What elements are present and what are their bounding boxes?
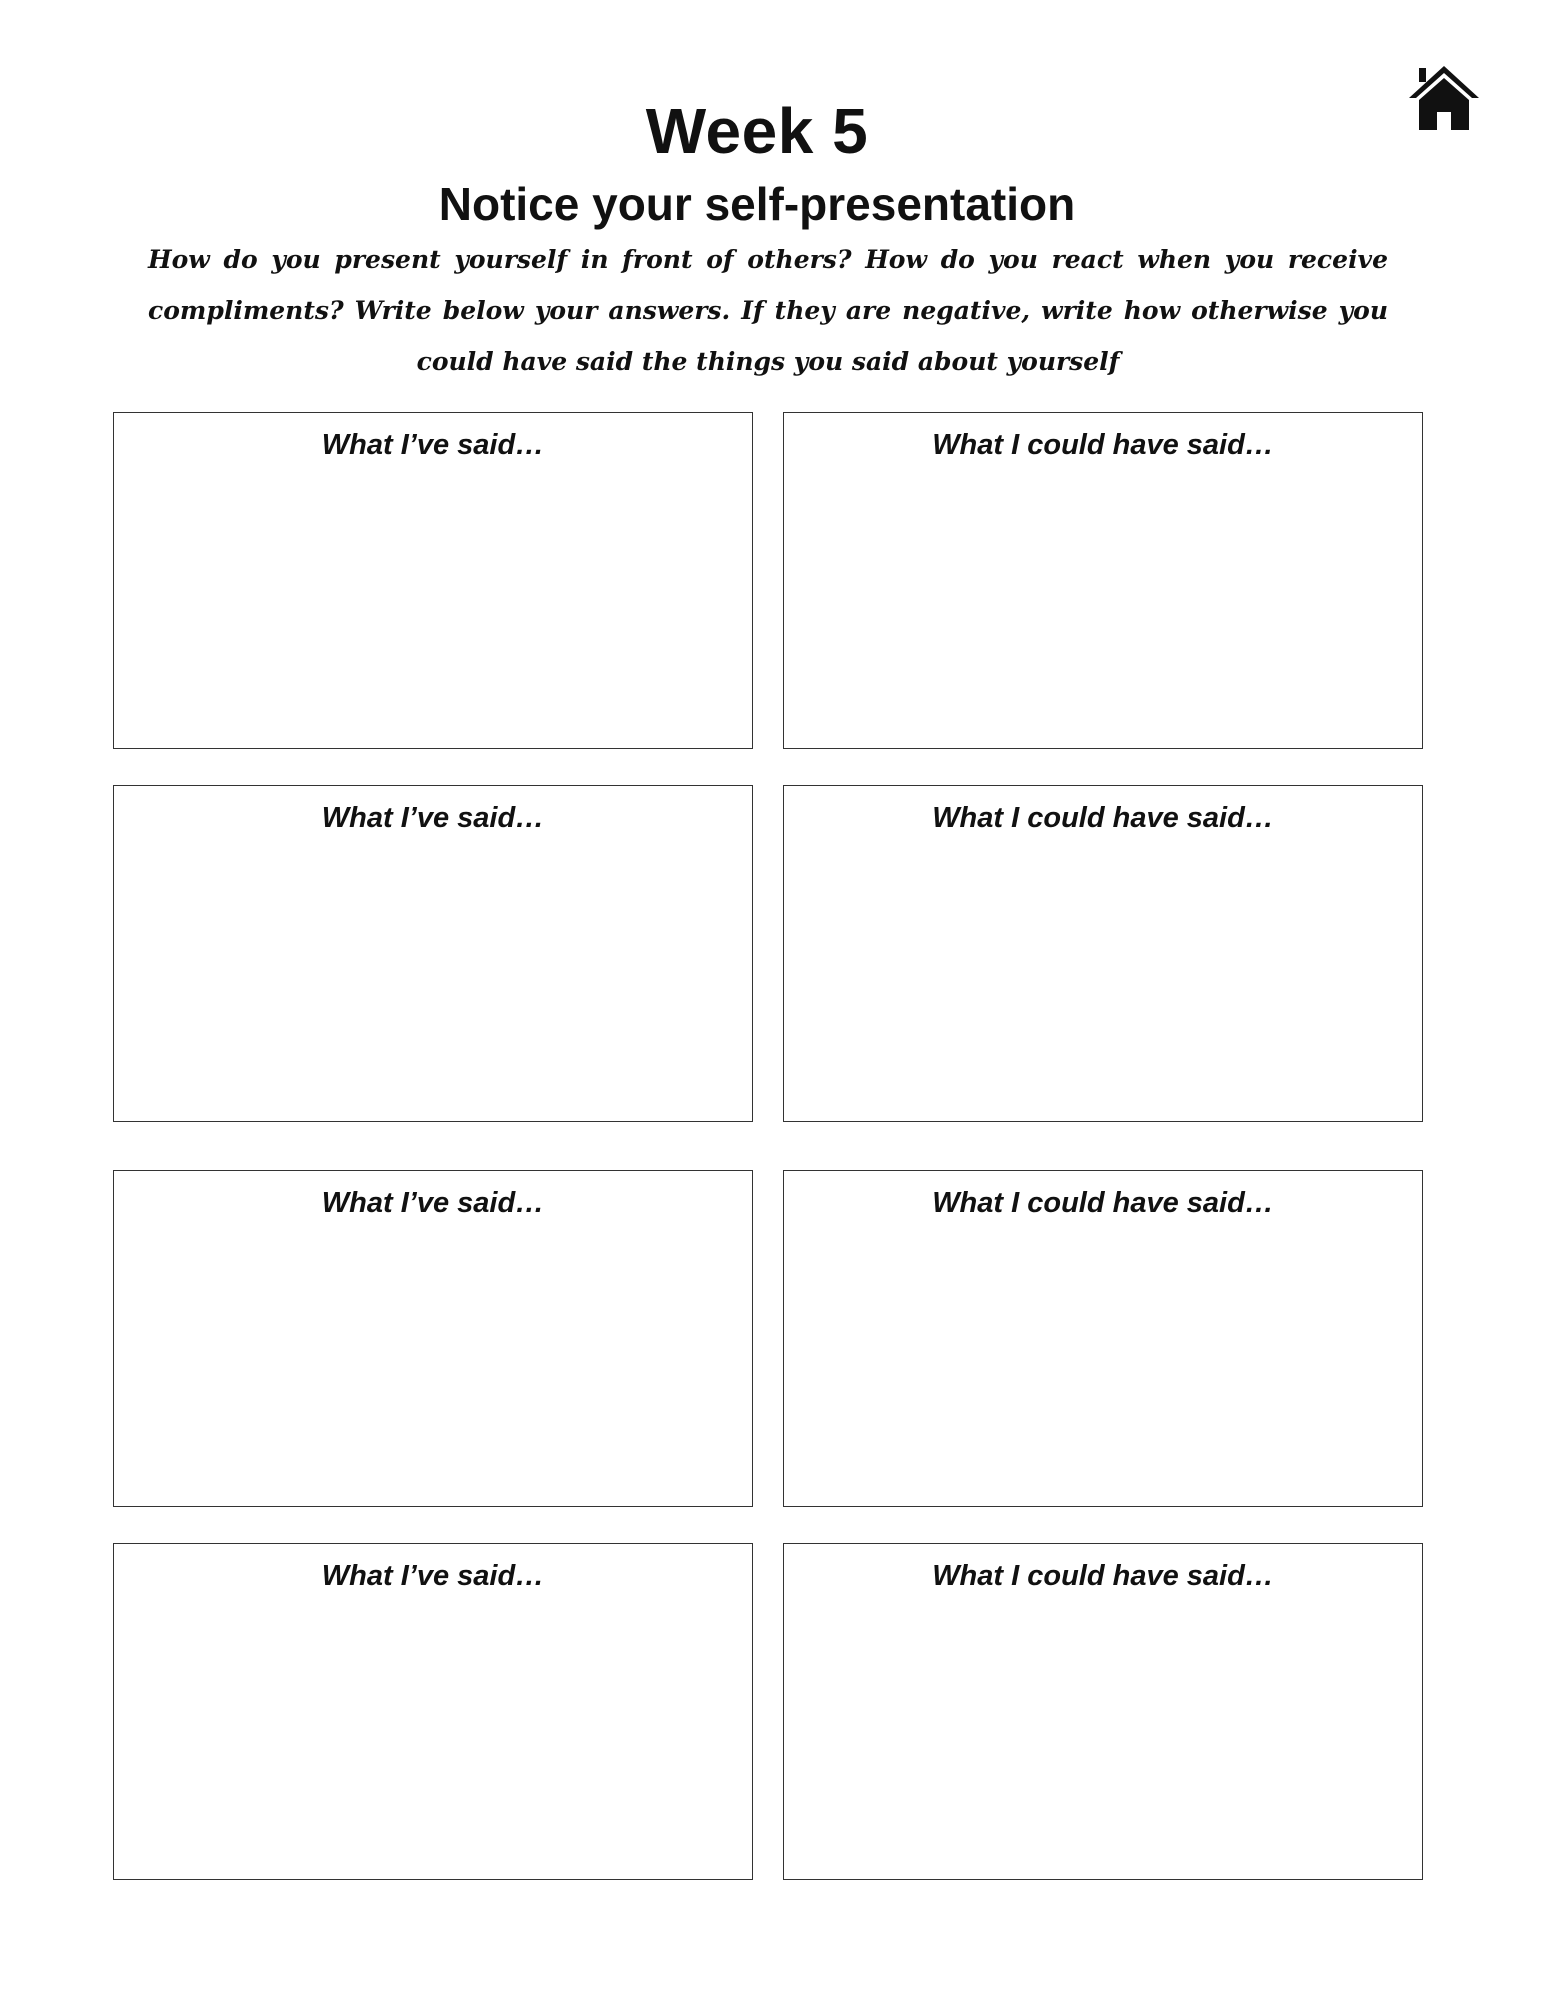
writing-area[interactable] <box>124 846 742 1111</box>
writing-area[interactable] <box>794 1604 1412 1869</box>
what-ive-said-label: What I’ve said… <box>321 1560 545 1592</box>
what-ive-said-label: What I’ve said… <box>321 429 545 461</box>
what-i-could-have-said-label: What I could have said… <box>932 1187 1274 1219</box>
what-ive-said-box[interactable] <box>113 412 753 749</box>
what-ive-said-box[interactable] <box>113 1543 753 1880</box>
writing-area[interactable] <box>794 473 1412 738</box>
writing-area[interactable] <box>124 1231 742 1496</box>
page-title: Week 5 <box>645 95 869 167</box>
what-ive-said-label: What I’ve said… <box>321 802 545 834</box>
what-i-could-have-said-label: What I could have said… <box>932 802 1274 834</box>
writing-area[interactable] <box>794 1231 1412 1496</box>
what-ive-said-box[interactable] <box>113 1170 753 1507</box>
what-i-could-have-said-box[interactable] <box>783 785 1423 1122</box>
writing-area[interactable] <box>124 473 742 738</box>
what-i-could-have-said-label: What I could have said… <box>932 1560 1274 1592</box>
what-ive-said-box[interactable] <box>113 785 753 1122</box>
what-ive-said-label: What I’ve said… <box>321 1187 545 1219</box>
instructions-text: How do you present yourself in front of others? How do you react when you receive compliments? Write below your answers. If they are negative, write how otherwise you could have said the things you said about yourself <box>148 245 1388 376</box>
writing-area[interactable] <box>124 1604 742 1869</box>
writing-area[interactable] <box>794 846 1412 1111</box>
what-i-could-have-said-box[interactable] <box>783 1543 1423 1880</box>
what-i-could-have-said-label: What I could have said… <box>932 429 1274 461</box>
what-i-could-have-said-box[interactable] <box>783 412 1423 749</box>
page-subtitle: Notice your self-presentation <box>438 178 1076 230</box>
what-i-could-have-said-box[interactable] <box>783 1170 1423 1507</box>
